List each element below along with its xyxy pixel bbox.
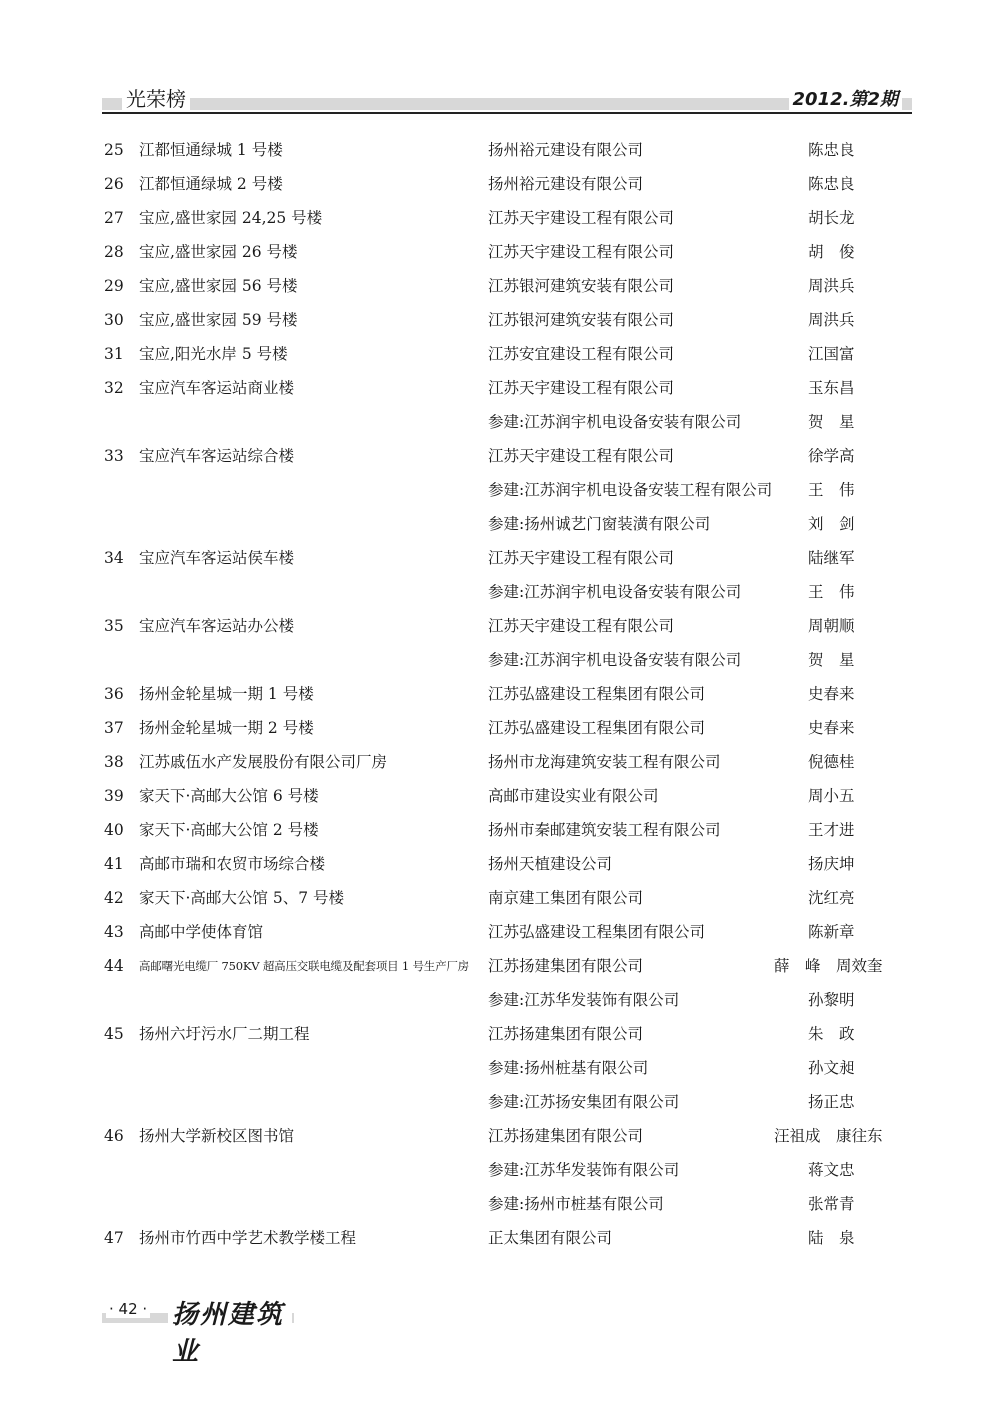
list-item <box>0 575 992 609</box>
company-name: 江苏扬建集团有限公司 <box>488 957 644 975</box>
list-item <box>0 337 992 371</box>
person-name: 周朝顺 <box>808 617 855 635</box>
list-item <box>0 915 992 949</box>
person-name: 胡长龙 <box>808 209 855 227</box>
person-name: 陆 泉 <box>808 1229 855 1247</box>
row-number: 45 <box>104 1025 124 1043</box>
project-name: 扬州金轮星城一期 1 号楼 <box>139 685 314 703</box>
section-title: 光荣榜 <box>122 87 190 111</box>
project-name: 江都恒通绿城 2 号楼 <box>139 175 283 193</box>
company-name: 参建:江苏润宇机电设备安装有限公司 <box>488 583 742 601</box>
company-name: 江苏天宇建设工程有限公司 <box>488 209 675 227</box>
person-name: 沈红亮 <box>808 889 855 907</box>
company-name: 南京建工集团有限公司 <box>488 889 644 907</box>
company-name: 参建:江苏华发装饰有限公司 <box>488 1161 680 1179</box>
person-name: 江国富 <box>808 345 855 363</box>
row-number: 35 <box>104 617 124 635</box>
company-name: 参建:扬州桩基有限公司 <box>488 1059 649 1077</box>
list-item <box>0 711 992 745</box>
company-name: 扬州市秦邮建筑安装工程有限公司 <box>488 821 721 839</box>
page-number: · 42 · <box>106 1300 150 1318</box>
row-number: 36 <box>104 685 124 703</box>
person-name: 史春来 <box>808 685 855 703</box>
person-name: 周洪兵 <box>808 311 855 329</box>
company-name: 扬州市龙海建筑安装工程有限公司 <box>488 753 721 771</box>
person-name: 陆继军 <box>808 549 855 567</box>
project-name: 家天下·高邮大公馆 6 号楼 <box>139 787 319 805</box>
list-item <box>0 847 992 881</box>
person-name: 刘 剑 <box>808 515 855 533</box>
list-item <box>0 371 992 405</box>
person-name: 王 伟 <box>808 583 855 601</box>
person-name: 周小五 <box>808 787 855 805</box>
journal-logo: 扬州建筑业 <box>168 1294 292 1368</box>
list-item <box>0 1187 992 1221</box>
company-name: 江苏银河建筑安装有限公司 <box>488 311 675 329</box>
person-name: 玉东昌 <box>808 379 855 397</box>
company-name: 扬州裕元建设有限公司 <box>488 175 644 193</box>
project-name: 扬州六圩污水厂二期工程 <box>139 1025 310 1043</box>
row-number: 28 <box>104 243 124 261</box>
company-name: 江苏扬建集团有限公司 <box>488 1127 644 1145</box>
project-name: 高邮中学使体育馆 <box>139 923 264 941</box>
project-name: 家天下·高邮大公馆 2 号楼 <box>139 821 319 839</box>
list-item <box>0 745 992 779</box>
person-name: 张常青 <box>808 1195 855 1213</box>
project-name: 江苏戚伍水产发展股份有限公司厂房 <box>139 753 388 771</box>
list-item <box>0 201 992 235</box>
company-name: 江苏扬建集团有限公司 <box>488 1025 644 1043</box>
person-name: 贺 星 <box>808 413 855 431</box>
person-name: 孙文昶 <box>808 1059 855 1077</box>
project-name: 宝应,盛世家园 24,25 号楼 <box>139 209 323 227</box>
row-number: 39 <box>104 787 124 805</box>
company-name: 参建:江苏华发装饰有限公司 <box>488 991 680 1009</box>
person-name: 贺 星 <box>808 651 855 669</box>
row-number: 32 <box>104 379 124 397</box>
row-number: 26 <box>104 175 124 193</box>
project-name: 江都恒通绿城 1 号楼 <box>139 141 283 159</box>
row-number: 30 <box>104 311 124 329</box>
project-name: 扬州大学新校区图书馆 <box>139 1127 295 1145</box>
list-item <box>0 541 992 575</box>
company-name: 扬州裕元建设有限公司 <box>488 141 644 159</box>
person-name: 蒋文忠 <box>808 1161 855 1179</box>
list-item <box>0 881 992 915</box>
list-item <box>0 269 992 303</box>
project-name: 扬州市竹西中学艺术教学楼工程 <box>139 1229 357 1247</box>
company-name: 参建:江苏扬安集团有限公司 <box>488 1093 680 1111</box>
row-number: 34 <box>104 549 124 567</box>
list-item <box>0 473 992 507</box>
list-item <box>0 779 992 813</box>
list-item <box>0 643 992 677</box>
row-number: 40 <box>104 821 124 839</box>
company-name: 扬州天植建设公司 <box>488 855 613 873</box>
company-name: 参建:扬州诚艺门窗装潢有限公司 <box>488 515 711 533</box>
row-number: 43 <box>104 923 124 941</box>
person-name: 陈忠良 <box>808 175 855 193</box>
person-name: 王才进 <box>808 821 855 839</box>
project-name: 宝应,盛世家园 56 号楼 <box>139 277 298 295</box>
project-name: 高邮曙光电缆厂 750KV 超高压交联电缆及配套项目 1 号生产厂房 <box>139 959 469 973</box>
person-name: 徐学高 <box>808 447 855 465</box>
row-number: 33 <box>104 447 124 465</box>
company-name: 高邮市建设实业有限公司 <box>488 787 659 805</box>
row-number: 25 <box>104 141 124 159</box>
row-number: 46 <box>104 1127 124 1145</box>
list-item <box>0 507 992 541</box>
list-item <box>0 133 992 167</box>
project-name: 宝应,盛世家园 26 号楼 <box>139 243 298 261</box>
list-item <box>0 609 992 643</box>
person-name: 朱 政 <box>808 1025 855 1043</box>
header-rule <box>102 112 912 114</box>
company-name: 江苏弘盛建设工程集团有限公司 <box>488 719 706 737</box>
page-footer <box>102 1296 292 1367</box>
list-item <box>0 439 992 473</box>
person-name: 汪祖成 康往东 <box>774 1127 883 1145</box>
list-item <box>0 677 992 711</box>
company-name: 江苏银河建筑安装有限公司 <box>488 277 675 295</box>
list-item <box>0 303 992 337</box>
list-item <box>0 1119 992 1153</box>
list-item <box>0 1153 992 1187</box>
company-name: 江苏天宇建设工程有限公司 <box>488 447 675 465</box>
project-name: 宝应,阳光水岸 5 号楼 <box>139 345 288 363</box>
company-name: 参建:江苏润宇机电设备安装工程有限公司 <box>488 481 773 499</box>
company-name: 参建:江苏润宇机电设备安装有限公司 <box>488 651 742 669</box>
row-number: 27 <box>104 209 124 227</box>
list-item <box>0 1085 992 1119</box>
honor-list <box>0 133 992 1255</box>
row-number: 29 <box>104 277 124 295</box>
project-name: 家天下·高邮大公馆 5、7 号楼 <box>139 889 345 907</box>
person-name: 倪德桂 <box>808 753 855 771</box>
row-number: 38 <box>104 753 124 771</box>
project-name: 宝应汽车客运站侯车楼 <box>139 549 295 567</box>
company-name: 江苏天宇建设工程有限公司 <box>488 379 675 397</box>
project-name: 高邮市瑞和农贸市场综合楼 <box>139 855 326 873</box>
list-item <box>0 1017 992 1051</box>
person-name: 王 伟 <box>808 481 855 499</box>
list-item <box>0 1221 992 1255</box>
list-item <box>0 983 992 1017</box>
list-item <box>0 235 992 269</box>
company-name: 参建:扬州市桩基有限公司 <box>488 1195 664 1213</box>
project-name: 扬州金轮星城一期 2 号楼 <box>139 719 314 737</box>
list-item <box>0 1051 992 1085</box>
company-name: 江苏天宇建设工程有限公司 <box>488 549 675 567</box>
list-item <box>0 949 992 983</box>
person-name: 扬正忠 <box>808 1093 855 1111</box>
company-name: 江苏天宇建设工程有限公司 <box>488 243 675 261</box>
row-number: 41 <box>104 855 124 873</box>
project-name: 宝应汽车客运站商业楼 <box>139 379 295 397</box>
person-name: 胡 俊 <box>808 243 855 261</box>
company-name: 江苏天宇建设工程有限公司 <box>488 617 675 635</box>
company-name: 参建:江苏润宇机电设备安装有限公司 <box>488 413 742 431</box>
person-name: 陈忠良 <box>808 141 855 159</box>
project-name: 宝应,盛世家园 59 号楼 <box>139 311 298 329</box>
project-name: 宝应汽车客运站办公楼 <box>139 617 295 635</box>
person-name: 扬庆坤 <box>808 855 855 873</box>
list-item <box>0 405 992 439</box>
page-header <box>102 82 912 118</box>
person-name: 薛 峰 周效奎 <box>774 957 883 975</box>
company-name: 江苏安宜建设工程有限公司 <box>488 345 675 363</box>
project-name: 宝应汽车客运站综合楼 <box>139 447 295 465</box>
company-name: 正太集团有限公司 <box>488 1229 613 1247</box>
row-number: 37 <box>104 719 124 737</box>
person-name: 史春来 <box>808 719 855 737</box>
company-name: 江苏弘盛建设工程集团有限公司 <box>488 923 706 941</box>
list-item <box>0 813 992 847</box>
person-name: 陈新章 <box>808 923 855 941</box>
person-name: 孙黎明 <box>808 991 855 1009</box>
list-item <box>0 167 992 201</box>
row-number: 31 <box>104 345 124 363</box>
company-name: 江苏弘盛建设工程集团有限公司 <box>488 685 706 703</box>
row-number: 47 <box>104 1229 124 1247</box>
issue-label: 2012.第2期 <box>789 89 902 111</box>
row-number: 44 <box>104 957 124 975</box>
person-name: 周洪兵 <box>808 277 855 295</box>
row-number: 42 <box>104 889 124 907</box>
